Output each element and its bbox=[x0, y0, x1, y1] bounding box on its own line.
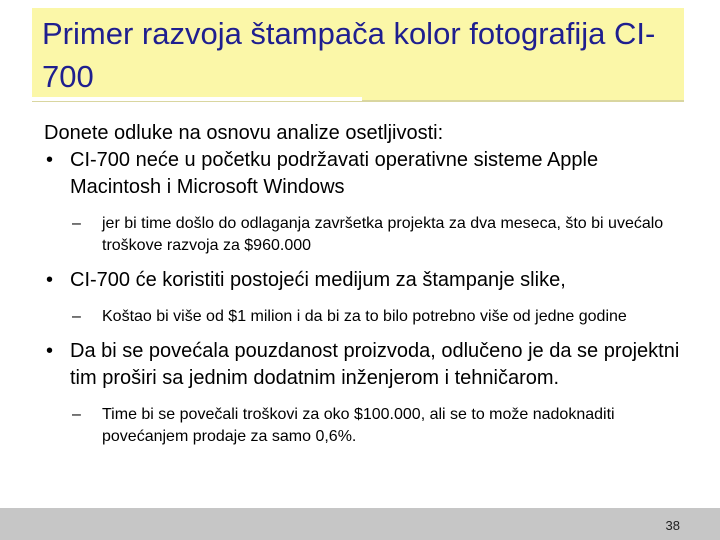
dash-icon: – bbox=[72, 215, 81, 232]
slide-title: Primer razvoja štampača kolor fotografija CI-700 bbox=[42, 16, 656, 94]
bullet-icon: • bbox=[46, 340, 54, 362]
dash-icon: – bbox=[72, 308, 81, 325]
sub-item-text: Time bi se povečali troškovi za oko $100.000, ali se to može nadoknaditi povećanjem prodaje za samo 0,6%. bbox=[102, 406, 615, 445]
intro-text: Donete odluke na osnovu analize osetljivosti: bbox=[44, 122, 444, 144]
bullet-text: Da bi se povećala pouzdanost proizvoda, odlučeno je da se projektni tim proširi sa jednim dodatnim inženjerom i tehničarom. bbox=[70, 340, 680, 389]
slide-body bbox=[44, 120, 689, 448]
bullet-text: CI-700 neće u početku podržavati operativne sisteme Apple Macintosh i Microsoft Windows bbox=[70, 149, 599, 198]
sub-item-text: Koštao bi više od $1 milion i da bi za to bilo potrebno više od jedne godine bbox=[102, 308, 627, 325]
bullet-item-1 bbox=[44, 147, 689, 201]
bullet-item-3 bbox=[44, 338, 689, 392]
sub-item-1 bbox=[44, 213, 689, 257]
sub-item-text: jer bi time došlo do odlaganja završetka projekta za dva meseca, što bi uvećalo troškove razvoja za $960.000 bbox=[102, 215, 664, 254]
bullet-icon: • bbox=[46, 149, 54, 171]
sub-item-3 bbox=[44, 404, 689, 448]
bullet-text: CI-700 će koristiti postojeći medijum za štampanje slike, bbox=[70, 269, 566, 291]
dash-icon: – bbox=[72, 406, 81, 423]
bullet-item-2 bbox=[44, 267, 689, 294]
sub-item-2 bbox=[44, 306, 689, 328]
page-number: 38 bbox=[665, 518, 680, 533]
bullet-icon: • bbox=[46, 269, 54, 291]
footer-bar bbox=[0, 508, 720, 540]
